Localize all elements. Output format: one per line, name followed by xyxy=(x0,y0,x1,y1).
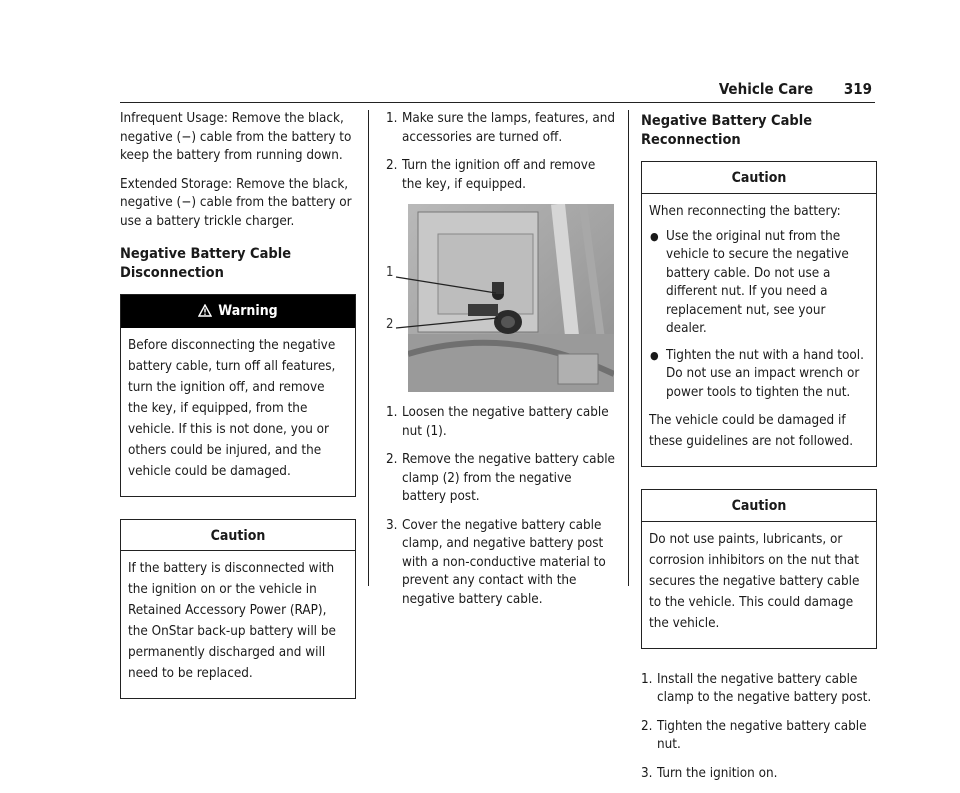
warning-title: Warning xyxy=(218,303,278,319)
caution-body xyxy=(121,551,355,698)
page-number: 319 xyxy=(843,80,872,98)
caution-text: If the battery is disconnected with the ignition on or the vehicle in Retained Accessory Power (RAP), the OnStar back-up battery will be permanently discharged and will need to be replaced. xyxy=(128,561,336,681)
list-item: 2. Turn the ignition off and remove the key, if equipped. xyxy=(386,158,596,192)
column-3 xyxy=(641,110,877,793)
extended-storage-paragraph: Extended Storage: Remove the black, negative (−) cable from the battery or use a battery trickle charger. xyxy=(120,176,352,229)
disconnect-steps xyxy=(386,404,618,609)
caution-outro: The vehicle could be damaged if these guidelines are not followed. xyxy=(649,413,854,449)
list-item: 3. Turn the ignition on. xyxy=(641,765,778,781)
caution-body xyxy=(642,522,876,648)
list-item: 1. Install the negative battery cable clamp to the negative battery post. xyxy=(641,671,872,705)
caution-header: Caution xyxy=(642,490,876,522)
page-header xyxy=(719,80,872,99)
list-item: ● Tighten the nut with a hand tool. Do not use an impact wrench or power tools to tighten the nut. xyxy=(649,347,869,403)
warning-text: Before disconnecting the negative battery cable, turn off all features, turn the ignition off, and remove the key, if equipped, from the vehicle. If this is not done, you or others could be injured, and the vehicle could be damaged. xyxy=(128,337,336,479)
caution-text: Do not use paints, lubricants, or corrosion inhibitors on the nut that secures the negative battery cable to the vehicle. This could damage the vehicle. xyxy=(649,531,860,631)
callout-label-1: 1 xyxy=(386,265,394,280)
caution-box-rap xyxy=(120,519,356,700)
header-rule xyxy=(120,102,875,103)
list-item: 2. Remove the negative battery cable clamp (2) from the negative battery post. xyxy=(386,452,615,504)
list-item: 3. Cover the negative battery cable clamp, and negative battery post with a non-conductive material to prevent any contact with the negative battery cable. xyxy=(386,517,606,607)
reconnect-steps xyxy=(641,671,877,784)
section-title: Vehicle Care xyxy=(718,80,814,98)
caution-header: Caution xyxy=(121,520,355,552)
warning-header xyxy=(121,295,355,328)
column-1 xyxy=(120,110,356,721)
column-divider-1 xyxy=(368,110,369,586)
caution-box-reconnect xyxy=(641,161,877,467)
column-divider-2 xyxy=(628,110,629,586)
warning-triangle-icon xyxy=(198,304,212,323)
callout-label-2: 2 xyxy=(386,317,394,332)
callout-lines xyxy=(386,204,506,392)
caution-bullets xyxy=(649,228,869,403)
column-2 xyxy=(386,110,618,619)
warning-body xyxy=(121,328,355,496)
list-item: 1. Loosen the negative battery cable nut (1). xyxy=(386,405,609,439)
reconnection-heading: Negative Battery Cable Reconnection xyxy=(641,113,813,148)
battery-illustration xyxy=(386,204,618,392)
caution-box-paint xyxy=(641,489,877,649)
list-item: 1. Make sure the lamps, features, and accessories are turned off. xyxy=(386,111,616,145)
caution-header: Caution xyxy=(642,162,876,194)
warning-box xyxy=(120,294,356,497)
caution-intro: When reconnecting the battery: xyxy=(649,203,841,219)
caution-body xyxy=(642,194,876,467)
list-item: 2. Tighten the negative battery cable nut. xyxy=(641,718,867,752)
disconnection-heading: Negative Battery Cable Disconnection xyxy=(120,246,292,281)
list-item: ● Use the original nut from the vehicle to secure the negative battery cable. Do not use a different nut. If you need a replacement nut, see your dealer. xyxy=(649,228,869,339)
infrequent-usage-paragraph: Infrequent Usage: Remove the black, negative (−) cable from the battery to keep the battery from running down. xyxy=(120,111,352,163)
prep-steps xyxy=(386,110,618,194)
